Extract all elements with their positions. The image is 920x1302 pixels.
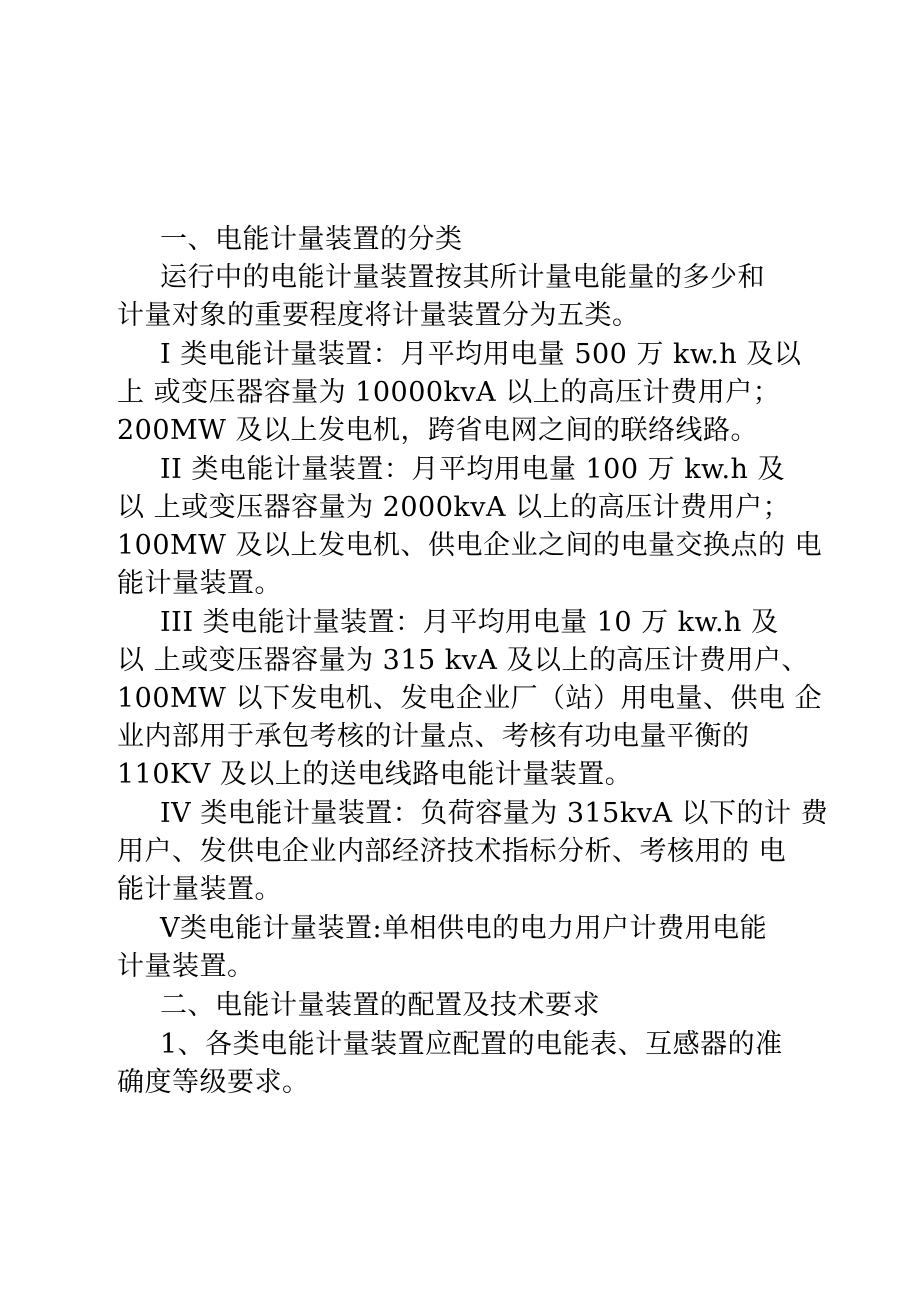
- class-iii-line-5: 110KV 及以上的送电线路电能计量装置。: [117, 759, 633, 790]
- class-ii-line-1: II 类电能计量装置：月平均用电量 100 万 kw.h 及: [160, 454, 786, 485]
- section-heading-1: 一、电能计量装置的分类: [160, 224, 463, 255]
- class-i-line-2: 上 或变压器容量为 10000kvA 以上的高压计费用户；: [117, 377, 781, 408]
- class-i-line-1: I 类电能计量装置：月平均用电量 500 万 kw.h 及以: [160, 339, 802, 370]
- paragraph-intro-line-2: 计量对象的重要程度将计量装置分为五类。: [117, 300, 640, 331]
- class-iii-line-1: III 类电能计量装置：月平均用电量 10 万 kw.h 及: [160, 607, 779, 638]
- class-iii-line-2: 以 上或变压器容量为 315 kvA 及以上的高压计费用户、: [117, 645, 809, 676]
- item-1-line-2: 确度等级要求。: [117, 1067, 310, 1098]
- class-iv-line-1: IV 类电能计量装置：负荷容量为 315kvA 以下的计 费: [160, 798, 829, 829]
- class-ii-line-4: 能计量装置。: [117, 568, 282, 599]
- class-ii-line-3: 100MW 及以上发电机、供电企业之间的电量交换点的 电: [117, 530, 823, 561]
- class-v-line-2: 计量装置。: [117, 951, 255, 982]
- class-iii-line-3: 100MW 以下发电机、发电企业厂（站）用电量、供电 企: [117, 683, 823, 714]
- class-i-line-3: 200MW 及以上发电机，跨省电网之间的联络线路。: [117, 415, 759, 446]
- item-1-line-1: 1、各类电能计量装置应配置的电能表、互感器的准: [160, 1029, 783, 1060]
- class-ii-line-2: 以 上或变压器容量为 2000kvA 以上的高压计费用户；: [117, 492, 791, 523]
- class-iv-line-2: 用户、发供电企业内部经济技术指标分析、考核用的 电: [117, 836, 787, 867]
- class-v-line-1: V类电能计量装置:单相供电的电力用户计费用电能: [160, 913, 768, 944]
- paragraph-intro-line-1: 运行中的电能计量装置按其所计量电能量的多少和: [160, 262, 765, 293]
- class-iv-line-3: 能计量装置。: [117, 874, 282, 905]
- section-heading-2: 二、电能计量装置的配置及技术要求: [160, 990, 600, 1021]
- class-iii-line-4: 业内部用于承包考核的计量点、考核有功电量平衡的: [117, 721, 750, 752]
